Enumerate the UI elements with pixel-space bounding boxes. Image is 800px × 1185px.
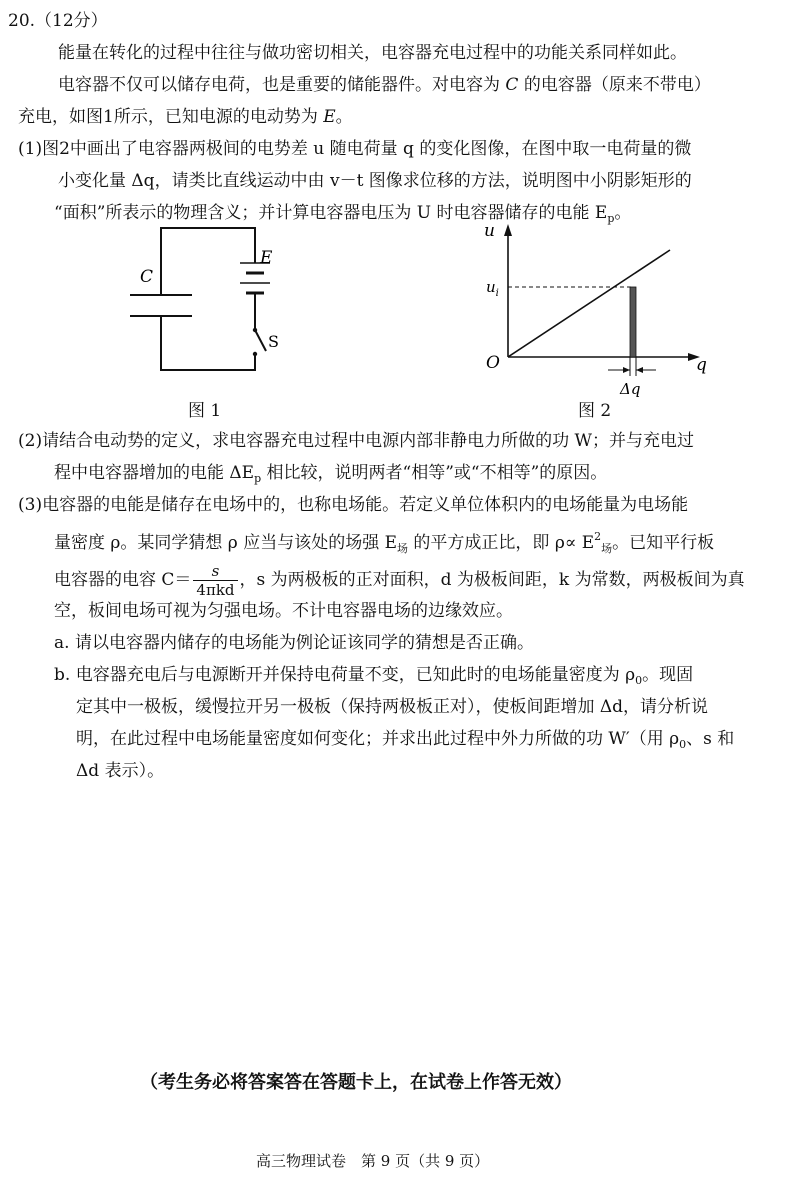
part3-line-3: 电容器的电容 C＝ $\frac{s}{\text{4πkd}}$ ，s 为两极板的正对面积，d 为极板间距，k 为常数，两极板间为真: [54, 562, 745, 599]
figure-2-caption: 图 2: [578, 401, 612, 421]
intro-line-2: 电容器不仅可以储存电荷，也是重要的储能器件。对电容为 C 的电容器（原来不带电）: [58, 75, 711, 95]
intro-line-1: 能量在转化的过程中往往与做功密切相关，电容器充电过程中的功能关系同样如此。: [58, 43, 687, 63]
axis-q-label: q: [696, 355, 707, 375]
part3-item-a: a. 请以电容器内储存的电场能为例论证该同学的猜想是否正确。: [54, 633, 534, 653]
part1-line-1: (1)图2中画出了电容器两极间的电势差 u 随电荷量 q 的变化图像，在图中取一电荷量的微: [18, 139, 692, 159]
question-number: 20.（12分）: [8, 11, 108, 31]
tick-ui-label: $u_i$: [486, 278, 499, 299]
origin-label: O: [486, 353, 500, 373]
part3-line-1: (3)电容器的电能是储存在电场中的，也称电场能。若定义单位体积内的电场能量为电场能: [18, 495, 689, 515]
emf-label: E: [260, 248, 273, 268]
figure-2-graph: [470, 220, 720, 405]
part3-line-2: 量密度 ρ。某同学猜想 ρ 应当与该处的场强 $E_场$ 的平方成正比，即 $\rho\propto E^2_场$。已知平行板: [54, 530, 715, 555]
figure-1-caption: 图 1: [188, 401, 222, 421]
part1-line-2: 小变化量 Δq，请类比直线运动中由 v－t 图像求位移的方法，说明图中小阴影矩形的: [58, 171, 692, 191]
axis-u-label: u: [484, 221, 495, 241]
capacitor-label: C: [140, 267, 154, 287]
exam-notice: （考生务必将答案答在答题卡上，在试卷上作答无效）: [140, 1072, 572, 1093]
part1-line-3: “面积”所表示的物理含义；并计算电容器电压为 U 时电容器储存的电能 $E_p$。: [54, 203, 632, 225]
part3-item-b-line-3: 明，在此过程中电场能量密度如何变化；并求出此过程中外力所做的功 W′（用 $\rho_0$、s 和: [76, 729, 735, 751]
shaded-rectangle: [630, 287, 636, 357]
part2-line-2: 程中电容器增加的电能 $\Delta E_p$ 相比较，说明两者“相等”或“不相等”的原因。: [54, 463, 608, 485]
delta-q-label: Δq: [620, 380, 641, 398]
figure-1-circuit: [120, 220, 300, 405]
part3-item-b-line-2: 定其中一极板，缓慢拉开另一极板（保持两极板正对），使板间距增加 Δd，请分析说: [76, 697, 709, 717]
part3-line-4: 空，板间电场可视为匀强电场。不计电容器电场的边缘效应。: [54, 601, 513, 621]
capacitance-fraction: $\frac{s}{\text{4πkd}}$: [193, 562, 237, 599]
intro-line-3: 充电，如图1所示，已知电源的电动势为 E。: [18, 107, 353, 127]
part3-item-b-line-1: b. 电容器充电后与电源断开并保持电荷量不变，已知此时的电场能量密度为 $\rho_0$。现固: [54, 665, 694, 687]
part3-item-b-line-4: Δd 表示）。: [76, 761, 165, 781]
part2-line-1: (2)请结合电动势的定义，求电容器充电过程中电源内部非静电力所做的功 W；并与充电过: [18, 431, 694, 451]
switch-label: S: [268, 332, 279, 351]
page-footer: 高三物理试卷 第 9 页（共 9 页）: [256, 1152, 490, 1170]
